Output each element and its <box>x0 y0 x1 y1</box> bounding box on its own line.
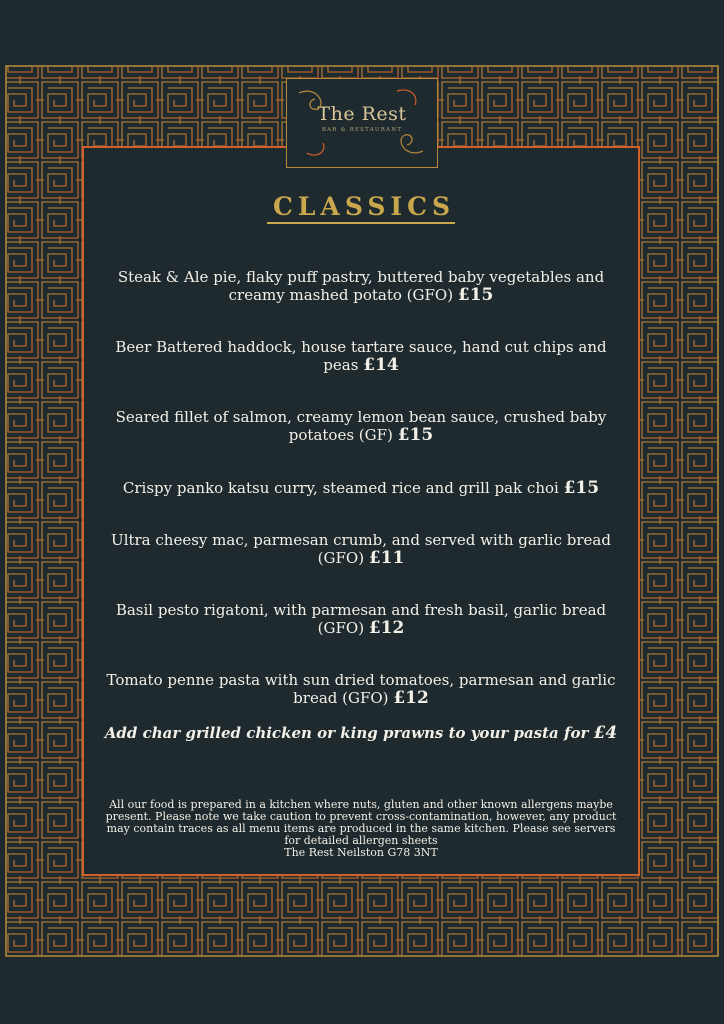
item-price: £15 <box>397 425 434 445</box>
menu-heading <box>84 194 638 224</box>
addon-description: Add char grilled chicken or king prawns to your pasta for <box>104 724 589 742</box>
logo-tagline: BAR & RESTAURANT <box>321 127 403 133</box>
logo-title: The Rest <box>317 103 407 125</box>
menu-item <box>104 479 618 497</box>
item-description: Crispy panko katsu curry, steamed rice and grill pak choi <box>122 479 559 497</box>
item-description: Beer Battered haddock, house tartare sauce, hand cut chips and peas <box>115 338 607 374</box>
addon-price: £4 <box>593 723 618 743</box>
menu-item <box>104 408 618 444</box>
item-price: £15 <box>563 478 600 498</box>
menu-item <box>104 531 618 567</box>
flourish-icon <box>287 79 435 165</box>
item-price: £14 <box>363 355 399 375</box>
allergen-note: All our food is prepared in a kitchen where nuts, gluten and other known allergens maybe present. Please note we take caution to prevent cross-contamination, however, any product may contain traces as all menu items are produced in the same kitchen. Please see servers for detailed allergen sheets <box>105 798 617 847</box>
item-description: Basil pesto rigatoni, with parmesan and fresh basil, garlic bread (GFO) <box>115 601 607 637</box>
logo <box>286 78 438 168</box>
item-price: £15 <box>457 285 494 305</box>
addon-note <box>104 724 618 742</box>
allergen-footnote <box>98 799 624 859</box>
item-price: £12 <box>368 618 405 638</box>
menu-item <box>104 671 618 707</box>
item-description: Tomato penne pasta with sun dried tomatoes, parmesan and garlic bread (GFO) <box>106 671 616 707</box>
item-description: Steak & Ale pie, flaky puff pastry, buttered baby vegetables and creamy mashed potato (GFO) <box>117 268 605 304</box>
item-price: £11 <box>368 548 405 568</box>
menu-item <box>104 601 618 637</box>
section-title: CLASSICS <box>267 194 455 224</box>
menu-item <box>104 268 618 304</box>
item-description: Seared fillet of salmon, creamy lemon bean sauce, crushed baby potatoes (GF) <box>115 408 607 444</box>
menu-panel <box>82 146 640 876</box>
item-description: Ultra cheesy mac, parmesan crumb, and served with garlic bread (GFO) <box>111 531 611 567</box>
address: The Rest Neilston G78 3NT <box>284 846 438 859</box>
menu-item <box>104 338 618 374</box>
item-price: £12 <box>393 688 429 708</box>
